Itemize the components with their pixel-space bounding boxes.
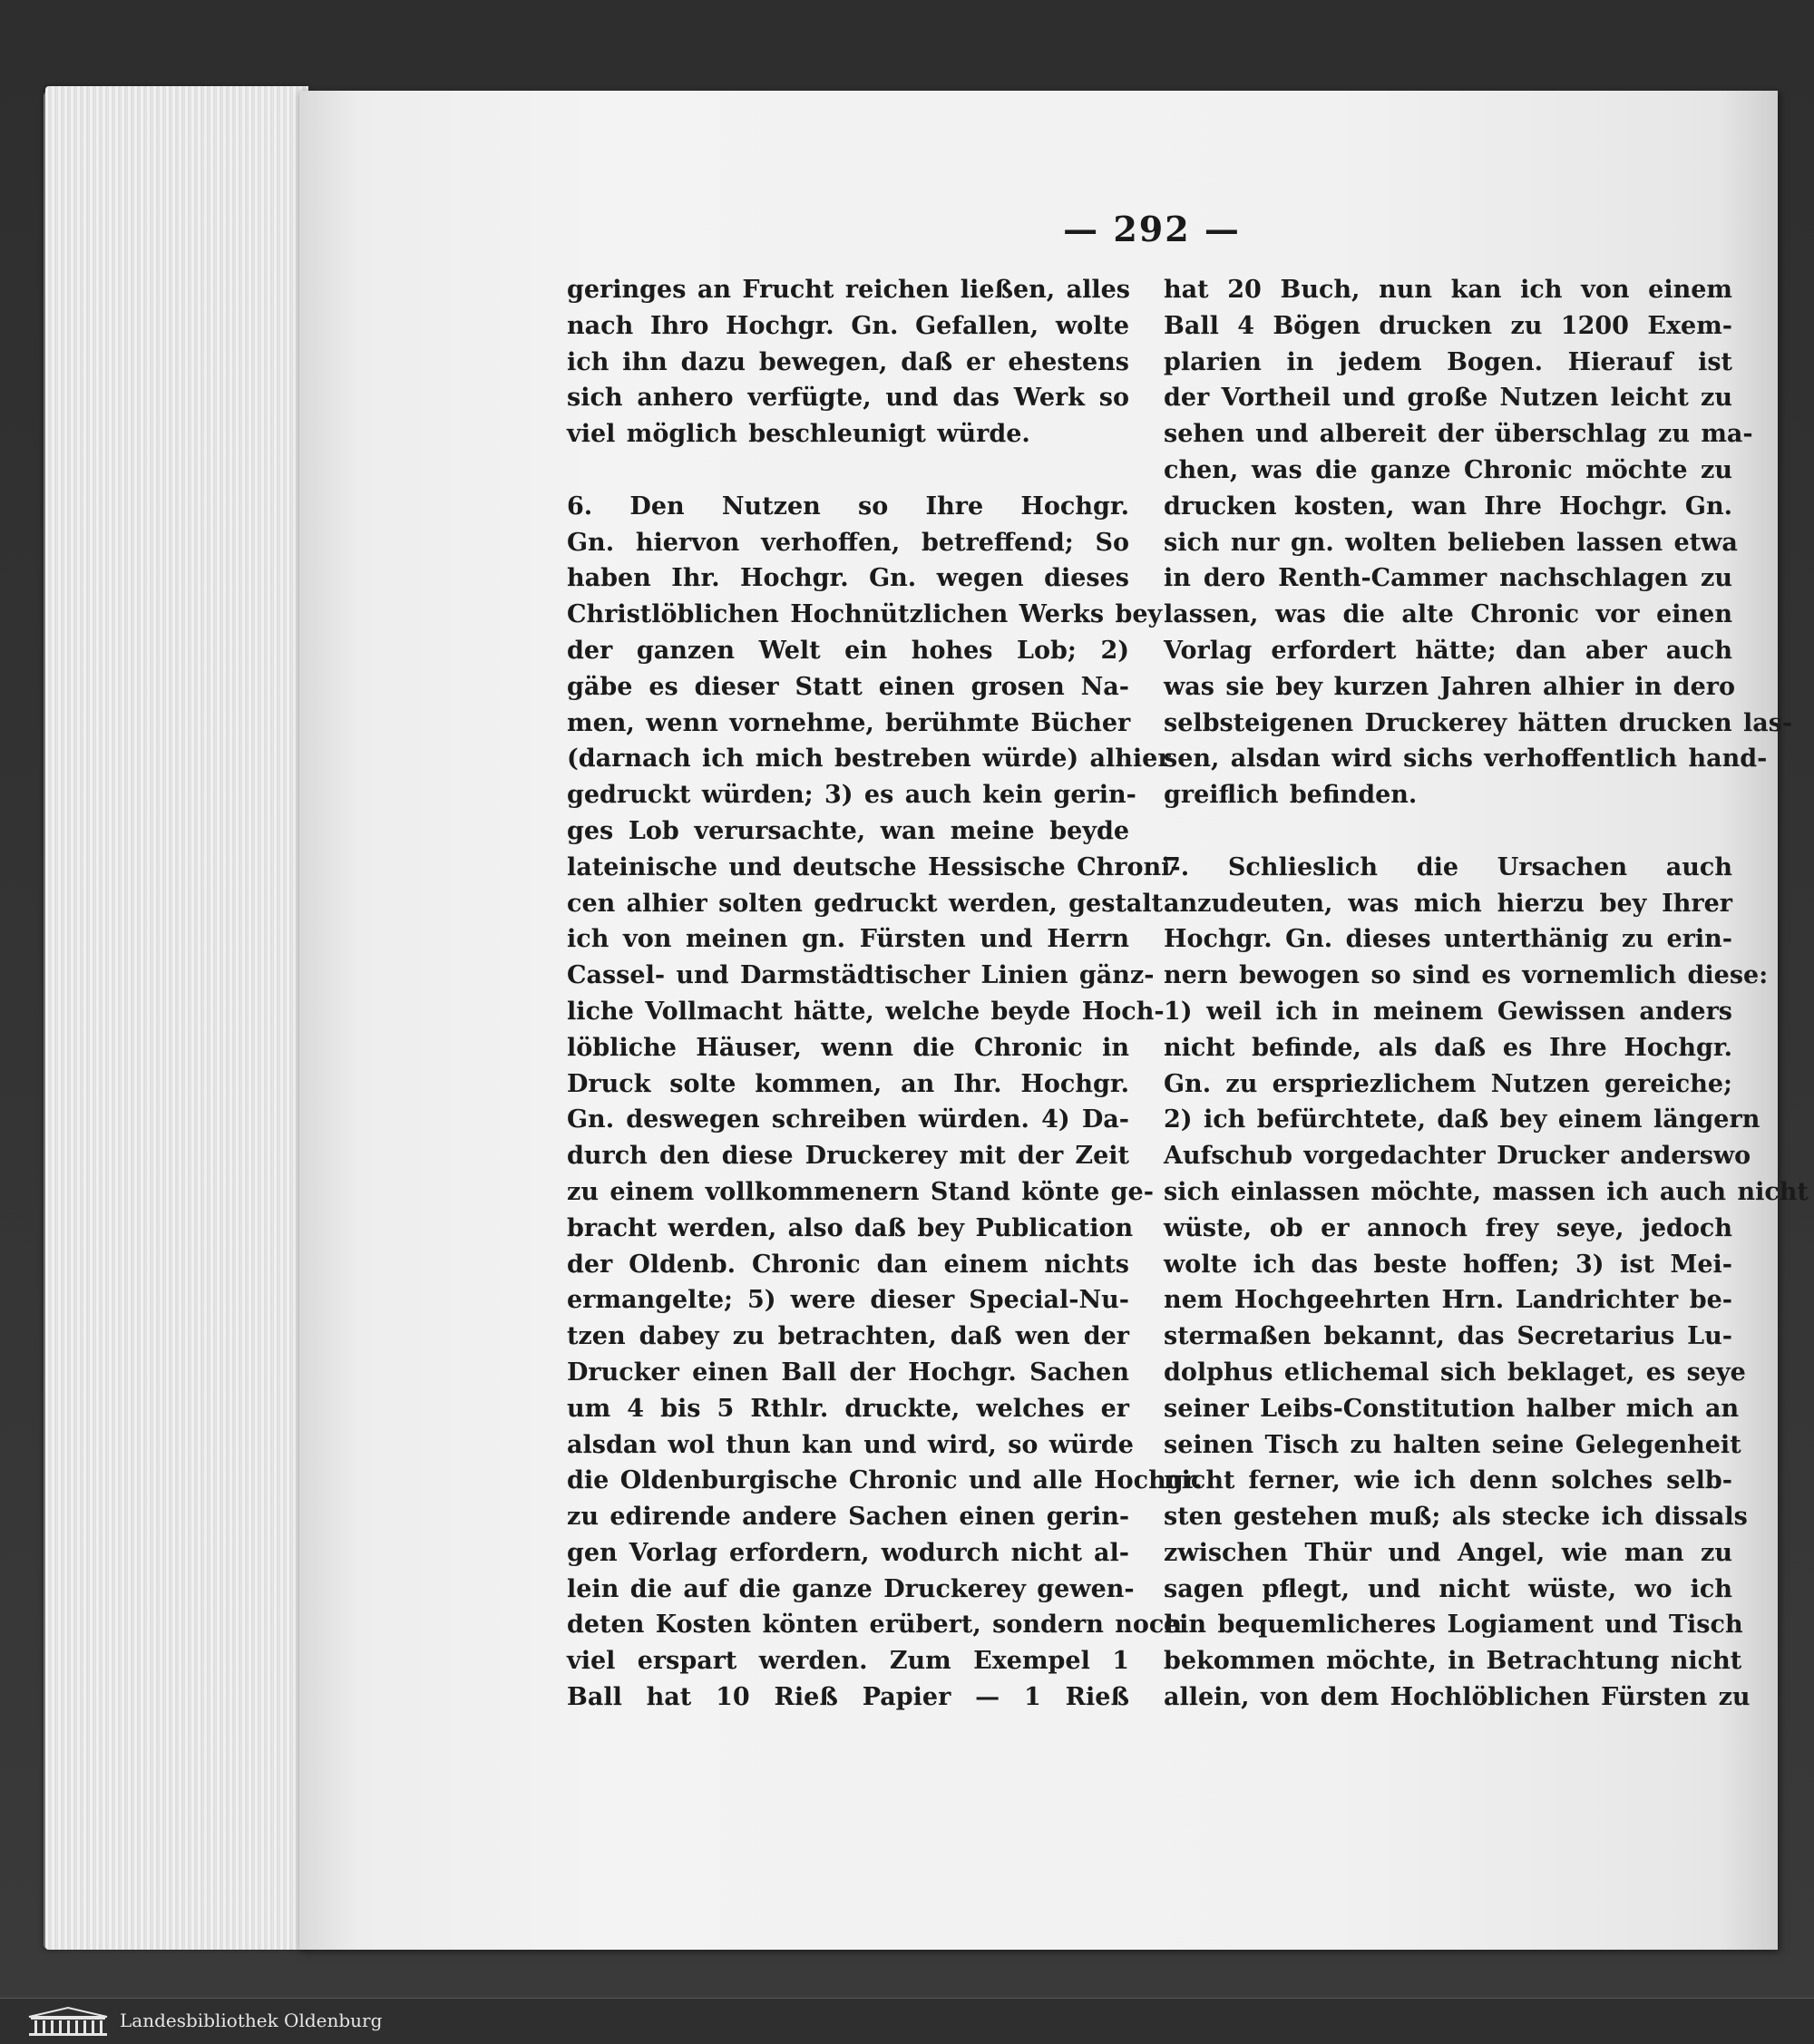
text-line: in dero Renth-Cammer nachschlagen zu xyxy=(1164,564,1732,593)
text-line: Hochgr. Gn. dieses unterthänig zu erin- xyxy=(1164,925,1732,954)
text-line: sich anhero verfügte, und das Werk so xyxy=(567,384,1129,413)
text-line: 2) ich befürchtete, daß bey einem längern xyxy=(1164,1105,1760,1134)
text-line: Ball hat 10 Rieß Papier — 1 Rieß xyxy=(567,1683,1129,1712)
text-line: löbliche Häuser, wenn die Chronic in xyxy=(567,1033,1129,1062)
text-line: Gn. deswegen schreiben würden. 4) Da- xyxy=(567,1105,1129,1134)
text-line: sen, alsdan wird sichs verhoffentlich hand- xyxy=(1164,745,1768,774)
text-line: seiner Leibs-Constitution halber mich an xyxy=(1164,1394,1740,1423)
text-line: plarien in jedem Bogen. Hierauf ist xyxy=(1164,347,1732,376)
text-line: geringes an Frucht reichen ließen, alles xyxy=(567,276,1130,304)
text-line: hat 20 Buch, nun kan ich von einem xyxy=(1164,276,1732,304)
text-line: sten gestehen muß; als stecke ich dissals xyxy=(1164,1503,1748,1532)
text-line: chen, was die ganze Chronic möchte zu xyxy=(1164,455,1732,484)
text-line: alsdan wol thun kan und wird, so würde xyxy=(567,1430,1134,1459)
text-line: liche Vollmacht hätte, welche beyde Hoch- xyxy=(567,997,1165,1026)
text-line: zu einem vollkommenern Stand könte ge- xyxy=(567,1177,1154,1206)
text-line: Christlöblichen Hochnützlichen Werks bey xyxy=(567,600,1163,629)
text-line: ges Lob verursachte, wan meine beyde xyxy=(567,816,1129,845)
text-line: 1) weil ich in meinem Gewissen anders xyxy=(1164,997,1732,1026)
text-line: der Vortheil und große Nutzen leicht zu xyxy=(1164,384,1732,413)
library-name-label: Landesbibliothek Oldenburg xyxy=(120,2010,383,2031)
left-text-column xyxy=(567,272,1203,1716)
book-page-edges xyxy=(45,86,308,1950)
text-line: ermangelte; 5) were dieser Special-Nu- xyxy=(567,1286,1129,1315)
text-line: bekommen möchte, in Betrachtung nicht xyxy=(1164,1647,1742,1676)
text-line: ich von meinen gn. Fürsten und Herrn xyxy=(567,925,1129,954)
text-line: tzen dabey zu betrachten, daß wen der xyxy=(567,1322,1129,1351)
text-line: wolte ich das beste hoffen; 3) ist Mei- xyxy=(1164,1250,1732,1279)
text-line: viel möglich beschleunigt würde. xyxy=(567,420,1030,449)
paragraph-gap xyxy=(567,453,1129,489)
text-line: ein bequemlicheres Logiament und Tisch xyxy=(1164,1611,1743,1640)
text-line: Gn. hiervon verhoffen, betreffend; So xyxy=(567,528,1129,557)
text-line: nicht befinde, als daß es Ihre Hochgr. xyxy=(1164,1033,1732,1062)
text-line: sich einlassen möchte, massen ich auch nicht xyxy=(1164,1177,1809,1206)
text-line: zu edirende andere Sachen einen gerin- xyxy=(567,1503,1130,1532)
right-text-column xyxy=(1164,272,1809,1716)
text-line: cen alhier solten gedruckt werden, gestalt xyxy=(567,889,1164,918)
text-line: sehen und albereit der überschlag zu ma- xyxy=(1164,420,1753,449)
text-line: sich nur gn. wolten belieben lassen etwa xyxy=(1164,528,1738,557)
text-line: ich ihn dazu bewegen, daß er ehestens xyxy=(567,347,1129,376)
text-line: haben Ihr. Hochgr. Gn. wegen dieses xyxy=(567,564,1129,593)
text-line: stermaßen bekannt, das Secretarius Lu- xyxy=(1164,1322,1732,1351)
text-line: anzudeuten, was mich hierzu bey Ihrer xyxy=(1164,889,1732,918)
text-line: allein, von dem Hochlöblichen Fürsten zu xyxy=(1164,1683,1751,1712)
text-line: 6. Den Nutzen so Ihre Hochgr. xyxy=(567,492,1129,521)
text-line: lein die auf die ganze Druckerey gewen- xyxy=(567,1574,1135,1603)
text-line: wüste, ob er annoch frey seye, jedoch xyxy=(1164,1213,1732,1242)
paragraph-gap xyxy=(1164,813,1732,850)
text-line: viel erspart werden. Zum Exempel 1 xyxy=(567,1647,1129,1676)
text-line: lateinische und deutsche Hessische Chroni- xyxy=(567,852,1181,881)
text-line: Cassel- und Darmstädtischer Linien gänz- xyxy=(567,961,1155,990)
text-line: was sie bey kurzen Jahren alhier in dero xyxy=(1164,672,1735,701)
text-line: Druck solte kommen, an Ihr. Hochgr. xyxy=(567,1069,1129,1098)
library-building-icon xyxy=(27,2006,109,2037)
text-line: gen Vorlag erfordern, wodurch nicht al- xyxy=(567,1538,1129,1567)
text-line: drucken kosten, wan Ihre Hochgr. Gn. xyxy=(1164,492,1732,521)
text-line: deten Kosten könten erübert, sondern noch xyxy=(567,1611,1182,1640)
text-line: nicht ferner, wie ich denn solches selb- xyxy=(1164,1466,1732,1495)
text-line: sagen pflegt, und nicht wüste, wo ich xyxy=(1164,1574,1732,1603)
text-line: dolphus etlichemal sich beklaget, es seye xyxy=(1164,1358,1746,1387)
text-line: 7. Schlieslich die Ursachen auch xyxy=(1164,852,1732,881)
text-line: men, wenn vornehme, berühmte Bücher xyxy=(567,708,1131,737)
text-line: Drucker einen Ball der Hochgr. Sachen xyxy=(567,1358,1129,1387)
footer-bar xyxy=(0,1998,1814,2044)
text-line: Vorlag erfordert hätte; dan aber auch xyxy=(1164,636,1732,665)
text-line: nern bewogen so sind es vornemlich diese: xyxy=(1164,961,1769,990)
text-line: die Oldenburgische Chronic und alle Hochgr. xyxy=(567,1466,1203,1495)
text-line: Ball 4 Bögen drucken zu 1200 Exem- xyxy=(1164,311,1732,340)
text-line: um 4 bis 5 Rthlr. druckte, welches er xyxy=(567,1394,1129,1423)
text-line: (darnach ich mich bestreben würde) alhier xyxy=(567,745,1171,774)
text-line: seinen Tisch zu halten seine Gelegenheit xyxy=(1164,1430,1741,1459)
text-line: durch den diese Druckerey mit der Zeit xyxy=(567,1142,1129,1171)
text-line: gedruckt würden; 3) es auch kein gerin- xyxy=(567,781,1136,810)
text-line: zwischen Thür und Angel, wie man zu xyxy=(1164,1538,1732,1567)
text-line: Aufschub vorgedachter Drucker anderswo xyxy=(1164,1142,1751,1171)
page-number-header: — 292 — xyxy=(1063,209,1241,249)
text-line: lassen, was die alte Chronic vor einen xyxy=(1164,600,1732,629)
text-line: nach Ihro Hochgr. Gn. Gefallen, wolte xyxy=(567,311,1129,340)
text-line: der ganzen Welt ein hohes Lob; 2) xyxy=(567,636,1129,665)
text-line: der Oldenb. Chronic dan einem nichts xyxy=(567,1250,1129,1279)
text-line: greiflich befinden. xyxy=(1164,781,1418,810)
text-line: bracht werden, also daß bey Publication xyxy=(567,1213,1134,1242)
text-line: nem Hochgeehrten Hrn. Landrichter be- xyxy=(1164,1286,1732,1315)
text-line: Gn. zu erspriezlichem Nutzen gereiche; xyxy=(1164,1069,1732,1098)
text-line: selbsteigenen Druckerey hätten drucken las- xyxy=(1164,708,1793,737)
text-line: gäbe es dieser Statt einen grosen Na- xyxy=(567,672,1129,701)
